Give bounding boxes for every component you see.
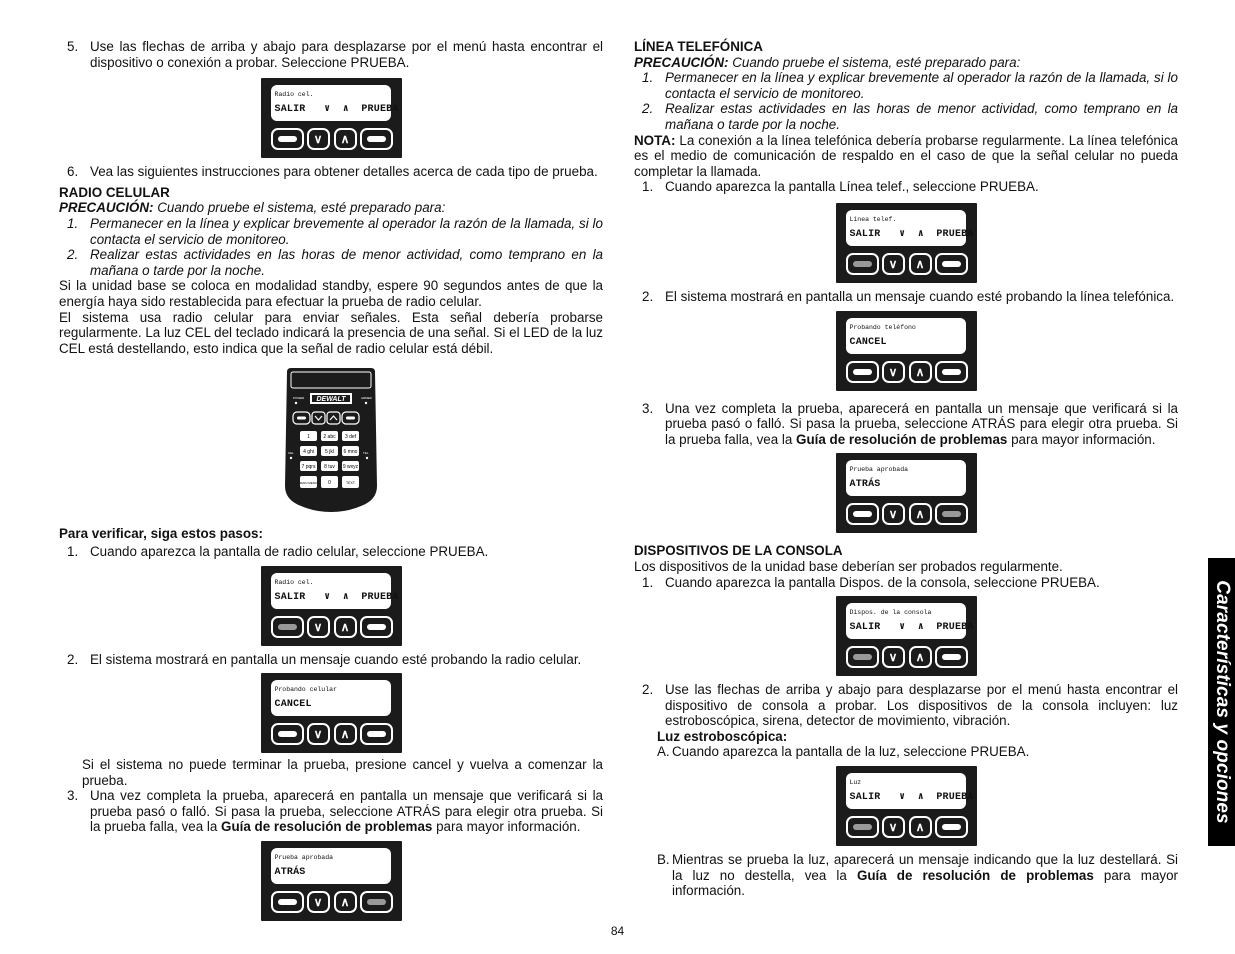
lcd-line2: SALIR ∨ ∧ PRUEBA <box>849 792 974 804</box>
right-column <box>634 39 1178 899</box>
lcd-line2: SALIR ∨ ∧ PRUEBA <box>849 622 974 634</box>
right-softkey-icon <box>360 128 393 150</box>
key-9: 9 wxyz <box>342 464 359 471</box>
lcd-display-console <box>836 596 977 676</box>
key-5: 5 jkl <box>325 449 334 456</box>
step-number: 3. <box>642 400 654 416</box>
down-arrow-icon: ∨ <box>307 616 330 638</box>
step-text: Cuando aparezca la pantalla de la luz, seleccione PRUEBA. <box>672 744 1030 760</box>
strobe-step-a <box>634 744 1178 760</box>
key-3: 3 def <box>344 434 357 441</box>
lcd-display-testing-phone <box>836 311 977 391</box>
step-number: 2. <box>642 288 654 304</box>
lcd-line1: Probando celular <box>274 686 337 694</box>
page-number: 84 <box>610 924 625 938</box>
right-softkey-icon <box>935 361 968 383</box>
lcd-display-radio-2 <box>261 566 402 646</box>
lcd-buttons <box>271 891 393 913</box>
step-number: 2. <box>642 682 654 698</box>
up-arrow-icon: ∧ <box>334 616 357 638</box>
step-letter: A. <box>657 744 670 760</box>
step-number: 5. <box>67 39 79 54</box>
left-softkey-icon <box>846 503 879 525</box>
lcd-display-passed <box>261 841 402 921</box>
item-text: Realizar estas actividades en las horas de menor actividad, como temprano en la mañana o tarde por la noche. <box>90 247 603 278</box>
step-text: Vea las siguientes instrucciones para obtener detalles acerca de cada tipo de prueba. <box>90 164 598 180</box>
right-softkey-icon <box>360 616 393 638</box>
right-softkey-icon <box>360 723 393 745</box>
step-text: Una vez completa la prueba, aparecerá en pantalla un mensaje que verificará si la prueba pasó o falló. Si pasa la prueba, seleccione ATRÁS para elegir otra prueba. Si la prueba falla, vea la <box>90 788 603 835</box>
step-number: 1. <box>642 179 654 195</box>
lcd-screen <box>846 460 966 496</box>
key-8: 8 tuv <box>324 464 335 471</box>
lcd-line1: Prueba aprobada <box>274 854 334 862</box>
left-column <box>59 39 603 921</box>
lcd-line1: Probando teléfono <box>849 323 916 331</box>
right-softkey-icon <box>935 253 968 275</box>
step-text: El sistema mostrará en pantalla un mensaje cuando esté probando la línea telefónica. <box>665 288 1175 304</box>
up-arrow-icon: ∧ <box>909 503 932 525</box>
cel-label: CEL <box>288 451 294 456</box>
step-text-end: para mayor información. <box>1007 431 1156 447</box>
lcd-screen <box>271 848 391 884</box>
lcd-line2: CANCEL <box>849 336 887 348</box>
step-5 <box>59 39 603 70</box>
step-text: Use las flechas de arriba y abajo para desplazarse por el menú hasta encontrar el dispositivo o conexión a probar. Seleccione PRUEBA. <box>90 39 603 70</box>
power-label: POWER <box>293 396 305 401</box>
step-number: 6. <box>67 164 79 180</box>
up-arrow-icon: ∧ <box>334 128 357 150</box>
lcd-buttons <box>846 816 968 838</box>
item-number: 2. <box>642 101 654 117</box>
key-text: TEXT <box>346 481 355 486</box>
down-arrow-icon: ∨ <box>882 646 905 668</box>
step-text: Mientras se prueba la luz, aparecerá un mensaje indicando que la luz destellará. Si la luz no destella, vea la <box>672 852 1178 883</box>
item-text: Permanecer en la línea y explicar brevemente al operador la razón de la llamada, si lo contacta el servicio de monitoreo. <box>665 70 1178 101</box>
lcd-buttons <box>271 616 393 638</box>
note-text: La conexión a la línea telefónica debería probarse regularmente. La línea telefónica es el medio de comunicación de respaldo en el caso de que la señal celular no pueda completar la llamada. <box>634 132 1178 179</box>
tel-label: TEL <box>363 451 369 456</box>
lcd-line2: ATRÁS <box>274 867 306 879</box>
right-softkey-icon <box>935 503 968 525</box>
left-softkey-icon <box>846 816 879 838</box>
phone-step-2 <box>634 289 1178 305</box>
keypad-illustration <box>283 368 379 514</box>
lcd-line2: SALIR ∨ ∧ PRUEBA <box>849 228 974 240</box>
item-number: 2. <box>67 247 79 263</box>
caution-label: PRECAUCIÓN: <box>634 54 729 70</box>
caution-item <box>59 247 603 278</box>
lcd-line1: Luz <box>849 779 862 787</box>
left-softkey-icon <box>846 646 879 668</box>
lcd-line1: Línea telef. <box>849 215 897 223</box>
console-step-2 <box>634 682 1178 729</box>
down-arrow-icon: ∨ <box>882 253 905 275</box>
left-softkey-icon <box>846 253 879 275</box>
troubleshooting-ref: Guía de resolución de problemas <box>221 819 433 835</box>
step-6 <box>59 164 603 180</box>
section-tab-label: Características y opciones <box>1211 580 1233 824</box>
lcd-line1: Radio cel. <box>274 578 314 586</box>
caution-text: Cuando pruebe el sistema, esté preparado para: <box>728 54 1021 70</box>
lcd-display-light <box>836 766 977 846</box>
down-arrow-icon: ∨ <box>882 503 905 525</box>
console-intro: Los dispositivos de la unidad base deberían ser probados regularmente. <box>634 558 1063 574</box>
key-0: 0 <box>328 480 331 487</box>
standby-paragraph: Si la unidad base se coloca en modalidad standby, espere 90 segundos antes de que la energía haya sido restablecida para efectuar la prueba de radio celular. <box>59 278 603 309</box>
left-softkey-icon <box>271 616 304 638</box>
caution-item <box>634 101 1178 132</box>
lcd-screen <box>846 318 966 354</box>
caution-label: PRECAUCIÓN: <box>59 200 154 216</box>
strobe-heading: Luz estroboscópica: <box>657 728 788 744</box>
lcd-line1: Dispos. de la consola <box>849 609 932 617</box>
item-number: 1. <box>642 70 654 86</box>
step-number: 1. <box>67 543 79 559</box>
lcd-buttons <box>271 723 393 745</box>
down-arrow-icon: ∨ <box>882 361 905 383</box>
lcd-buttons <box>846 253 968 275</box>
down-arrow-icon: ∨ <box>307 128 330 150</box>
lcd-display-radio <box>261 78 402 158</box>
verify-step-2 <box>59 652 603 668</box>
step-text-end: para mayor información. <box>672 867 1179 899</box>
up-arrow-icon: ∧ <box>909 361 932 383</box>
step-text: Cuando aparezca la pantalla Línea telef., seleccione PRUEBA. <box>665 179 1039 195</box>
right-softkey-icon <box>935 816 968 838</box>
down-arrow-icon: ∨ <box>307 891 330 913</box>
lcd-line1: Radio cel. <box>274 91 314 99</box>
step-text: Cuando aparezca la pantalla Dispos. de la consola, seleccione PRUEBA. <box>665 574 1100 590</box>
step-letter: B. <box>657 852 670 868</box>
key-2: 2 abc <box>323 434 336 441</box>
right-softkey-icon <box>360 891 393 913</box>
signal-paragraph: El sistema usa radio celular para enviar señales. Esta señal debería probarse regularmente. La luz CEL del teclado indicará la presencia de una señal. Si el LED de la luz CEL está destellando, esto indica que la señal de radio celular está débil. <box>59 309 603 356</box>
caution-item <box>634 70 1178 101</box>
lcd-screen <box>846 773 974 809</box>
troubleshooting-ref: Guía de resolución de problemas <box>856 867 1094 883</box>
troubleshooting-ref: Guía de resolución de problemas <box>796 431 1008 447</box>
caution-item <box>59 216 603 247</box>
phone-step-3 <box>634 401 1178 448</box>
brand-label: DEWALT <box>316 396 346 404</box>
key-6: 6 mno <box>343 449 358 456</box>
phone-step-1 <box>634 179 1178 195</box>
down-arrow-icon: ∨ <box>307 723 330 745</box>
item-text: Permanecer en la línea y explicar brevemente al operador la razón de la llamada, si lo contacta el servicio de monitoreo. <box>90 215 603 247</box>
item-number: 1. <box>67 215 79 231</box>
lcd-line2: CANCEL <box>274 699 312 711</box>
up-arrow-icon: ∧ <box>909 646 932 668</box>
lcd-screen <box>271 573 399 609</box>
lcd-display-phone <box>836 203 977 283</box>
step-number: 3. <box>67 788 79 804</box>
lcd-buttons <box>846 503 968 525</box>
left-softkey-icon <box>846 361 879 383</box>
lcd-screen <box>846 603 974 639</box>
verify-heading: Para verificar, siga estos pasos: <box>59 526 263 542</box>
step-number: 2. <box>67 651 79 667</box>
step-number: 1. <box>642 574 654 590</box>
keypad-remote-icon <box>283 368 379 514</box>
up-arrow-icon: ∧ <box>334 891 357 913</box>
lcd-screen <box>271 85 399 121</box>
left-softkey-icon <box>271 891 304 913</box>
right-softkey-icon <box>935 646 968 668</box>
step-text-end: para mayor información. <box>432 819 581 835</box>
left-softkey-icon <box>271 723 304 745</box>
up-arrow-icon: ∧ <box>909 816 932 838</box>
key-1: 1 <box>307 434 310 441</box>
lcd-screen <box>846 210 974 246</box>
up-arrow-icon: ∧ <box>909 253 932 275</box>
lcd-line2: ATRÁS <box>849 479 881 491</box>
left-softkey-icon <box>271 128 304 150</box>
key-main-menu: MAIN MENU <box>299 481 318 486</box>
lcd-line2: SALIR ∨ ∧ PRUEBA <box>274 104 399 116</box>
step-text: Una vez completa la prueba, aparecerá en pantalla un mensaje que verificará si la prueba pasó o falló. Si pasa la prueba, seleccione ATRÁS para elegir otra prueba. Si la prueba falla, vea la <box>665 400 1178 447</box>
lcd-line2: SALIR ∨ ∧ PRUEBA <box>274 591 399 603</box>
armed-label: ARMED <box>361 396 372 401</box>
step-text: Cuando aparezca la pantalla de radio celular, seleccione PRUEBA. <box>90 543 489 559</box>
down-arrow-icon: ∨ <box>882 816 905 838</box>
strobe-step-b <box>634 852 1178 899</box>
radio-heading: RADIO CELULAR <box>59 184 170 200</box>
lcd-line1: Prueba aprobada <box>849 466 909 474</box>
lcd-buttons <box>271 128 393 150</box>
item-text: Realizar estas actividades en las horas de menor actividad, como temprano en la mañana o tarde por la noche. <box>665 101 1178 132</box>
up-arrow-icon: ∧ <box>334 723 357 745</box>
lcd-display-testing-cell <box>261 673 402 753</box>
key-7: 7 pqrs <box>301 464 316 471</box>
caution-text: Cuando pruebe el sistema, esté preparado para: <box>153 200 446 216</box>
console-heading: DISPOSITIVOS DE LA CONSOLA <box>634 543 843 559</box>
key-4: 4 ghi <box>303 449 314 456</box>
lcd-buttons <box>846 646 968 668</box>
step-text: El sistema mostrará en pantalla un mensaje cuando esté probando la radio celular. <box>90 651 582 667</box>
verify-step-1 <box>59 544 603 560</box>
console-step-1 <box>634 575 1178 591</box>
note-label: NOTA: <box>634 132 676 148</box>
cancel-note: Si el sistema no puede terminar la prueba, presione cancel y vuelva a comenzar la prueba. <box>82 757 603 788</box>
lcd-display-passed-phone <box>836 453 977 533</box>
verify-step-3 <box>59 788 603 835</box>
lcd-screen <box>271 680 391 716</box>
section-tab <box>1208 558 1235 846</box>
phone-line-heading: LÍNEA TELEFÓNICA <box>634 39 763 54</box>
step-text: Use las flechas de arriba y abajo para desplazarse por el menú hasta encontrar el dispositivo de consola a probar. Los dispositivos de la consola incluyen: luz estroboscópica, sirena, detector de movimiento, vibración. <box>665 682 1178 729</box>
lcd-buttons <box>846 361 968 383</box>
